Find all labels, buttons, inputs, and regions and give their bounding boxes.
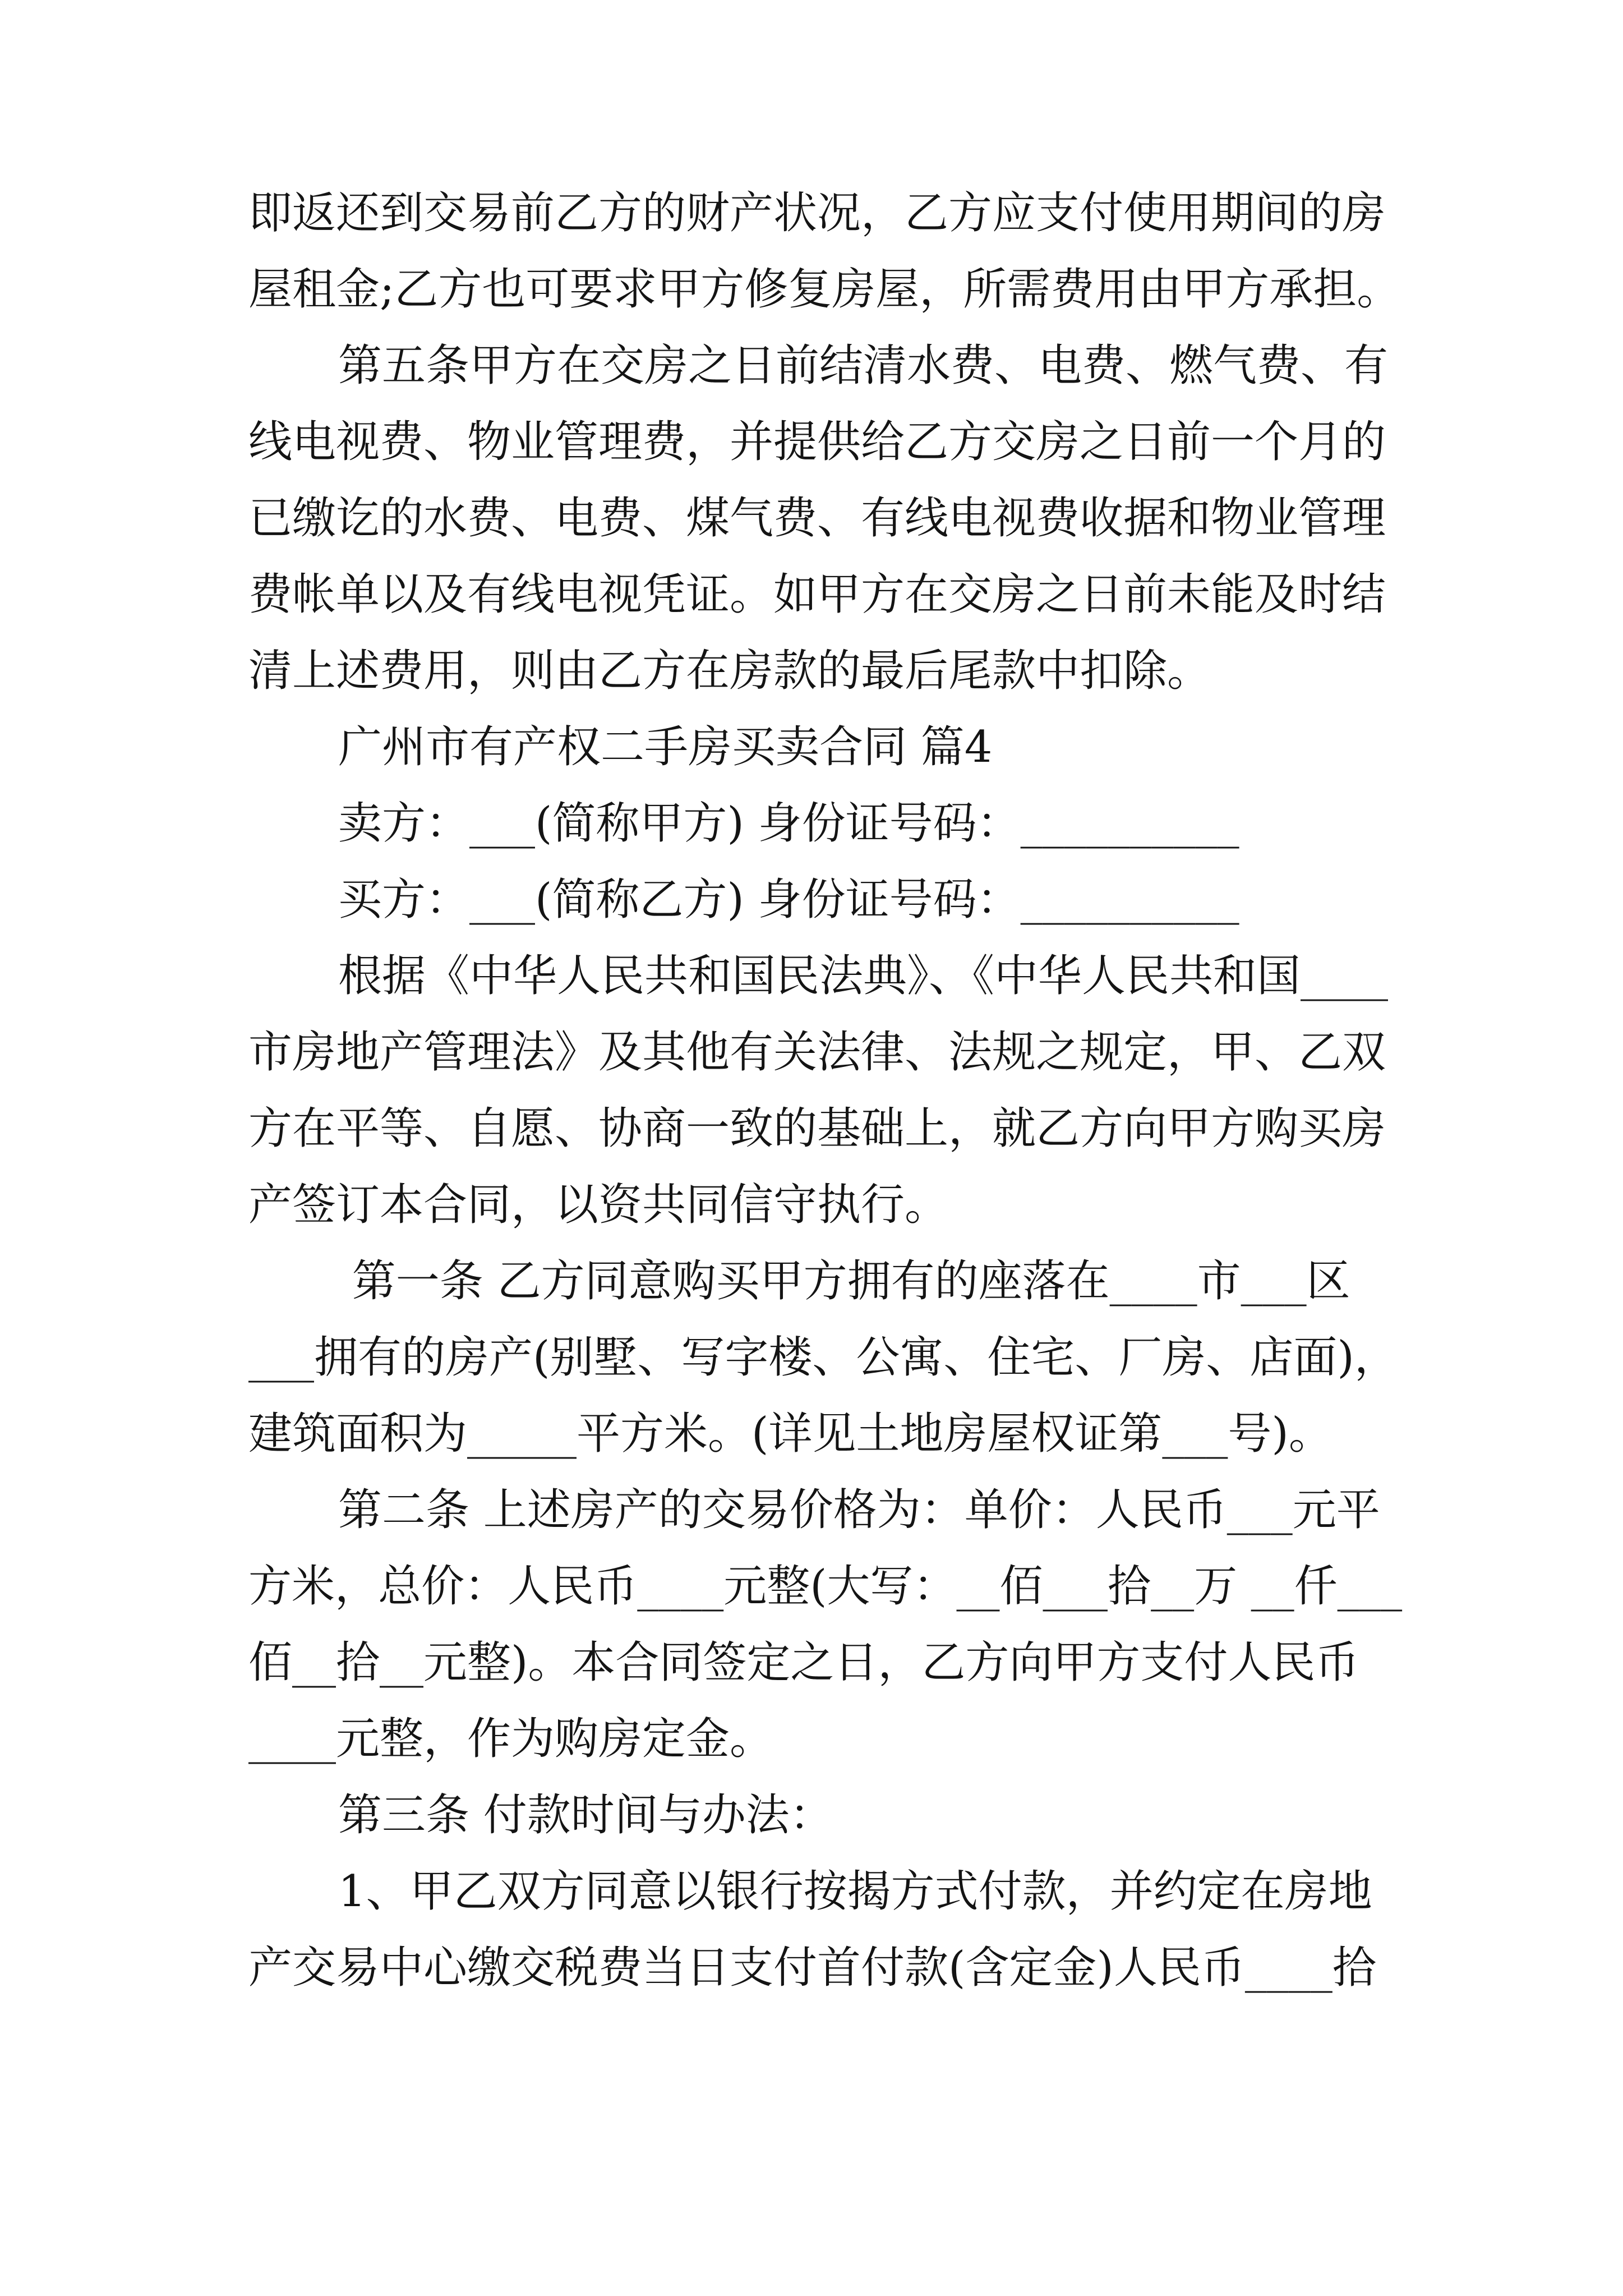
text-line-l18: 第二条 上述房产的交易价格为：单价：人民币___元平 (338, 1485, 1380, 1535)
text-line-l07: 清上述费用，则由乙方在房款的最后尾款中扣除。 (248, 646, 1211, 696)
text-line-l05: 已缴讫的水费、电费、煤气费、有线电视费收据和物业管理 (248, 493, 1386, 544)
text-line-l15: 第一条 乙方同意购买甲方拥有的座落在____市___区 (338, 1256, 1350, 1306)
text-line-l23: 1、甲乙双方同意以银行按揭方式付款，并约定在房地 (338, 1866, 1372, 1917)
text-line-l21: ____元整，作为购房定金。 (248, 1714, 774, 1764)
text-line-l01: 即返还到交易前乙方的财产状况，乙方应支付使用期间的房 (248, 188, 1386, 238)
text-line-l09: 卖方：___(简称甲方) 身份证号码：__________ (338, 798, 1239, 849)
text-line-l22: 第三条 付款时间与办法： (338, 1790, 833, 1841)
text-line-l12: 市房地产管理法》及其他有关法律、法规之规定，甲、乙双 (248, 1027, 1386, 1078)
text-line-l08: 广州市有产权二手房买卖合同 篇4 (338, 722, 993, 772)
text-line-l14: 产签订本合同，以资共同信守执行。 (248, 1180, 949, 1230)
text-line-l24: 产交易中心缴交税费当日支付首付款(含定金)人民币____拾 (248, 1943, 1376, 1993)
text-line-l02: 屋租金;乙方也可要求甲方修复房屋，所需费用由甲方承担。 (248, 264, 1401, 315)
text-line-l16: ___拥有的房产(别墅、写字楼、公寓、住宅、厂房、店面)， (248, 1332, 1398, 1383)
text-line-l20: 佰__拾__元整)。本合同签定之日，乙方向甲方支付人民币 (248, 1637, 1359, 1688)
text-line-l10: 买方：___(简称乙方) 身份证号码：__________ (338, 875, 1239, 925)
text-line-l03: 第五条甲方在交房之日前结清水费、电费、燃气费、有 (338, 341, 1389, 391)
text-line-l19: 方米，总价：人民币____元整(大写：__佰___拾__万 __仟___ (248, 1561, 1403, 1612)
text-line-l04: 线电视费、物业管理费，并提供给乙方交房之日前一个月的 (248, 417, 1386, 467)
text-line-l13: 方在平等、自愿、协商一致的基础上，就乙方向甲方购买房 (248, 1103, 1386, 1154)
text-line-l06: 费帐单以及有线电视凭证。如甲方在交房之日前未能及时结 (248, 569, 1386, 620)
text-line-l17: 建筑面积为_____平方米。(详见土地房屋权证第___号)。 (248, 1409, 1332, 1459)
text-line-l11: 根据《中华人民共和国民法典》、《中华人民共和国____ (338, 951, 1389, 1001)
